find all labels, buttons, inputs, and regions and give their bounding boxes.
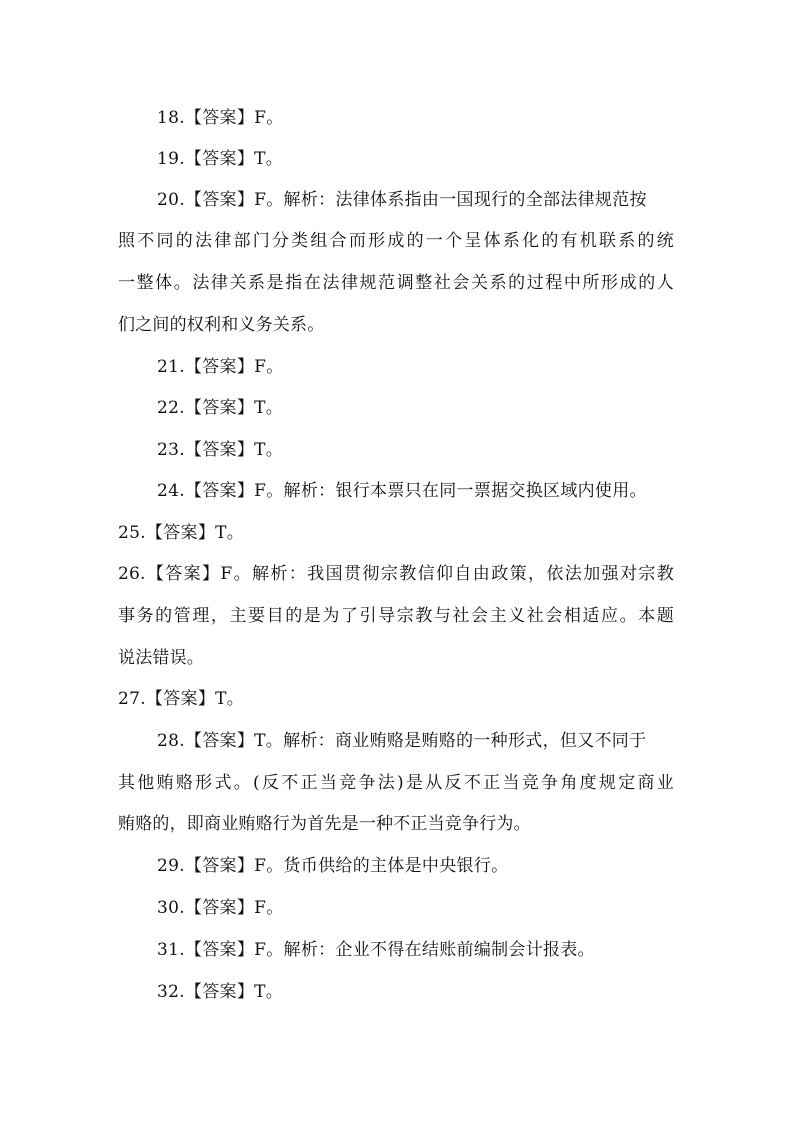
answer-20-line-4: 们之间的权利和义务关系。: [118, 315, 325, 335]
answer-25: 25.【答案】T。: [118, 523, 245, 543]
answer-27: 27.【答案】T。: [118, 689, 245, 709]
answer-20-line-3: 一整体。法律关系是指在法律规范调整社会关系的过程中所形成的人: [118, 273, 674, 293]
answer-26-line-3: 说法错误。: [118, 648, 204, 668]
answer-32: 32.【答案】T。: [157, 982, 284, 1002]
answer-26-line-1: 26.【答案】F。解析：我国贯彻宗教信仰自由政策，依法加强对宗教: [118, 564, 674, 584]
answer-21: 21.【答案】F。: [157, 357, 284, 377]
answer-28-line-1: 28.【答案】T。解析：商业贿赂是贿赂的一种形式，但又不同于: [157, 731, 647, 751]
answer-22: 22.【答案】T。: [157, 398, 284, 418]
answer-26-line-2: 事务的管理，主要目的是为了引导宗教与社会主义社会相适应。本题: [118, 606, 674, 626]
answer-24: 24.【答案】F。解析：银行本票只在同一票据交换区域内使用。: [157, 481, 647, 501]
answer-19: 19.【答案】T。: [157, 149, 284, 169]
answer-20-line-1: 20.【答案】F。解析：法律体系指由一国现行的全部法律规范按: [157, 190, 647, 210]
answer-30: 30.【答案】F。: [157, 898, 284, 918]
answer-20-line-2: 照不同的法律部门分类组合而形成的一个呈体系化的有机联系的统: [118, 231, 674, 251]
answer-23: 23.【答案】T。: [157, 440, 284, 460]
answer-29: 29.【答案】F。货币供给的主体是中央银行。: [157, 856, 509, 876]
answer-31: 31.【答案】F。解析：企业不得在结账前编制会计报表。: [157, 940, 595, 960]
answer-28-line-2: 其他贿赂形式。(反不正当竞争法)是从反不正当竞争角度规定商业: [118, 773, 674, 793]
answer-28-line-3: 贿赂的，即商业贿赂行为首先是一种不正当竞争行为。: [118, 814, 531, 834]
answer-18: 18.【答案】F。: [157, 108, 284, 128]
